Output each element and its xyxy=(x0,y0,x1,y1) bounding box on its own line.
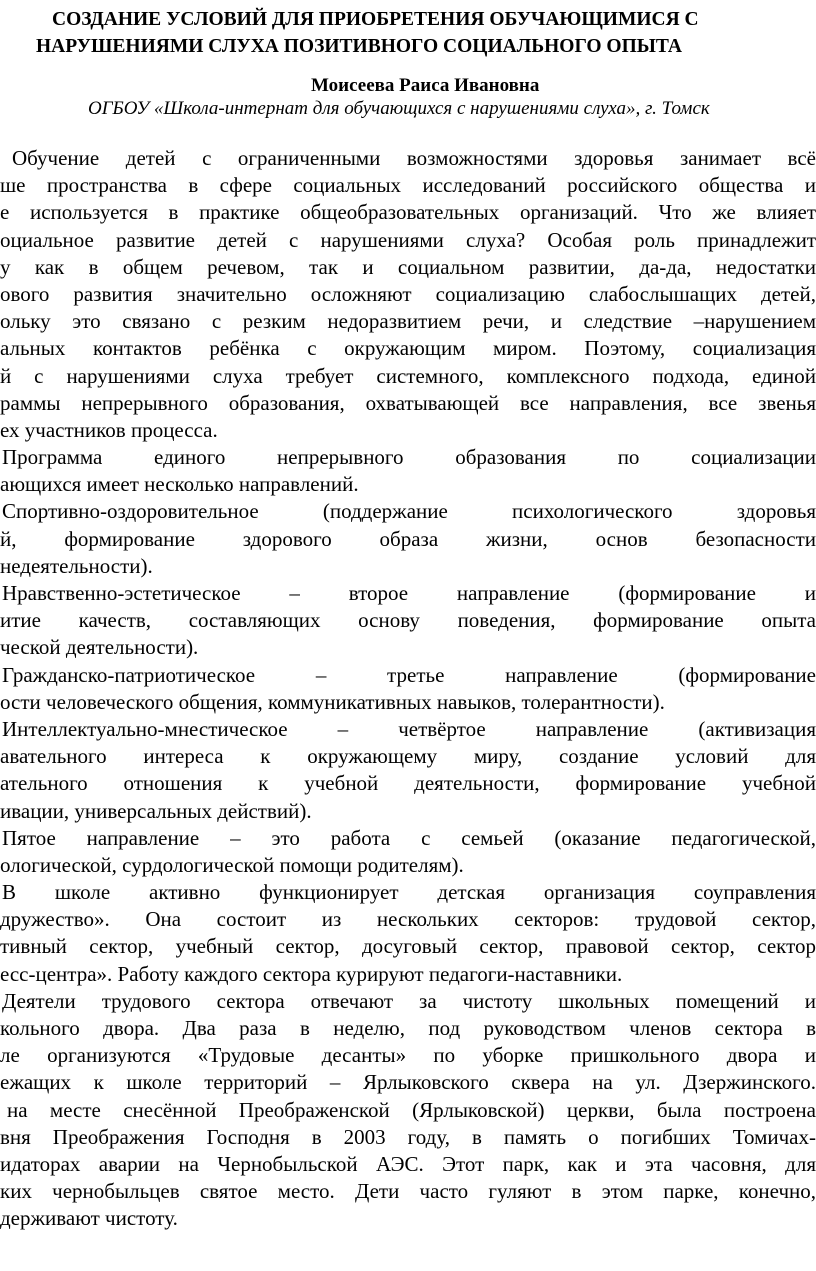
body-text-line: ческой деятельности). xyxy=(0,635,199,660)
body-text-line: дружество». Она состоит из нескольких секторов: трудовой сектор, xyxy=(0,907,816,932)
body-text-line: ежащих к школе территорий – Ярлыковского сквера на ул. Дзержинского. xyxy=(0,1070,816,1095)
body-text-line: е используется в практике общеобразовательных организаций. Что же влияет xyxy=(0,200,816,225)
body-text-line: ех участников процесса. xyxy=(0,417,218,442)
author-name: Моисеева Раиса Ивановна xyxy=(311,75,540,96)
article-body xyxy=(0,145,816,1233)
body-text-line: держивают чистоту. xyxy=(0,1206,178,1231)
body-text-line: Интеллектуально-мнестическое – четвёртое направление (активизация xyxy=(2,716,816,741)
title-line-1: СОЗДАНИЕ УСЛОВИЙ ДЛЯ ПРИОБРЕТЕНИЯ ОБУЧАЮЩИМИСЯ С xyxy=(52,9,699,30)
body-text-line: й с нарушениями слуха требует системного, комплексного подхода, единой xyxy=(0,363,816,388)
body-text-line: Нравственно-эстетическое – второе направление (формирование и xyxy=(2,581,816,605)
body-text-line: ающихся имеет несколько направлений. xyxy=(0,472,359,497)
body-text-line: ового развития значительно осложняют социализацию слабослышащих детей, xyxy=(0,281,816,306)
body-text-line: ле организуются «Трудовые десанты» по уборке пришкольного двора и xyxy=(0,1043,816,1068)
body-text-line: вня Преображения Господня в 2003 году, в память о погибших Томичах- xyxy=(0,1124,816,1149)
body-text-line: Гражданско-патриотическое – третье направление (формирование xyxy=(2,662,816,687)
body-text-line: Пятое направление – это работа с семьей (оказание педагогической, xyxy=(2,825,816,850)
body-text-line: й, формирование здорового образа жизни, основ безопасности xyxy=(0,526,816,551)
body-text-line: ательного отношения к учебной деятельности, формирование учебной xyxy=(0,771,816,796)
article-title xyxy=(0,6,816,60)
body-text-line: оциальное развитие детей с нарушениями слуха? Особая роль принадлежит xyxy=(0,227,816,252)
body-text-line: Программа единого непрерывного образования по социализации xyxy=(2,445,816,470)
body-text-line: ольку это связано с резким недоразвитием речи, и следствие –нарушением xyxy=(0,309,816,334)
body-text-line: тивный сектор, учебный сектор, досуговый сектор, правовой сектор, сектор xyxy=(0,934,816,959)
body-text-line: ких чернобыльцев святое место. Дети часто гуляют в этом парке, конечно, xyxy=(0,1179,816,1204)
body-text-line: идаторах аварии на Чернобыльской АЭС. Этот парк, как и эта часовня, для xyxy=(0,1151,816,1176)
body-text-line: Спортивно-оздоровительное (поддержание психологического здоровья xyxy=(2,499,816,524)
body-text-line: раммы непрерывного образования, охватывающей все направления, все звенья xyxy=(0,390,816,415)
body-text-line: на месте снесённой Преображенской (Ярлыковской) церкви, была построена xyxy=(7,1097,816,1122)
body-text-line: итие качеств, составляющих основу поведения, формирование опыта xyxy=(0,608,816,633)
body-text-line: авательного интереса к окружающему миру, создание условий для xyxy=(0,744,816,769)
body-text-line: альных контактов ребёнка с окружающим миром. Поэтому, социализация xyxy=(0,336,816,361)
author-organization: ОГБОУ «Школа-интернат для обучающихся с нарушениями слуха», г. Томск xyxy=(88,98,710,119)
body-text-line: Деятели трудового сектора отвечают за чистоту школьных помещений и xyxy=(2,988,816,1013)
body-text-line: ологической, сурдологической помощи родителям). xyxy=(0,852,464,877)
body-text-line: В школе активно функционирует детская организация соуправления xyxy=(2,880,816,905)
body-text-line: у как в общем речевом, так и социальном развитии, да-да, недостатки xyxy=(0,254,816,279)
body-text-line: ше пространства в сфере социальных исследований российского общества и xyxy=(0,173,816,198)
body-text-line: ости человеческого общения, коммуникативных навыков, толерантности). xyxy=(0,689,665,714)
body-text-line: кольного двора. Два раза в неделю, под руководством членов сектора в xyxy=(0,1016,816,1040)
body-text-line: есс-центра». Работу каждого сектора курируют педагоги-наставники. xyxy=(0,961,623,986)
body-text-line: ивации, универсальных действий). xyxy=(0,798,312,823)
body-text-line: Обучение детей с ограниченными возможностями здоровья занимает всё xyxy=(12,146,816,170)
title-line-2: НАРУШЕНИЯМИ СЛУХА ПОЗИТИВНОГО СОЦИАЛЬНОГО ОПЫТА xyxy=(36,36,683,57)
body-text-line: недеятельности). xyxy=(0,553,153,578)
